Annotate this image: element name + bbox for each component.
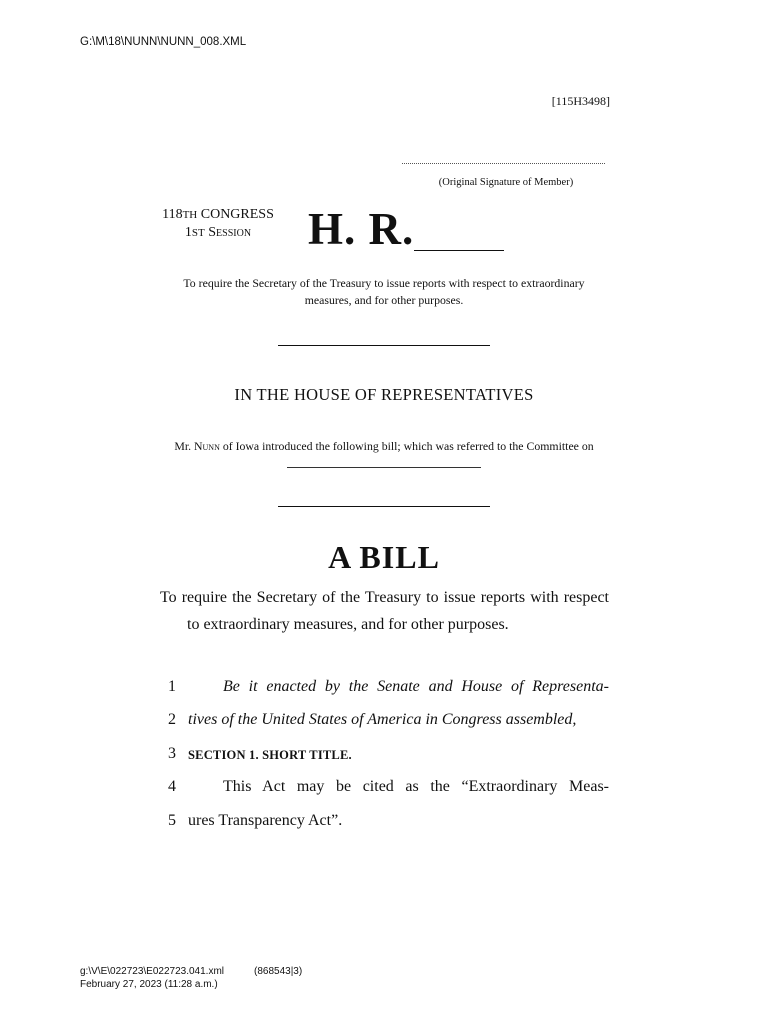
- enacting-clause-line: tives of the United States of America in Congress assembled,: [188, 711, 577, 728]
- committee-blank: [287, 457, 481, 468]
- sponsor-title: Mr.: [174, 439, 192, 453]
- session-number: 1: [184, 225, 192, 240]
- divider-rule: [278, 345, 490, 346]
- congress-number: 118: [162, 207, 183, 222]
- signature-caption: (Original Signature of Member): [438, 177, 574, 188]
- congress-word: CONGRESS: [200, 207, 274, 222]
- footer-code: (868543|3): [254, 966, 303, 977]
- congress-number-suffix: TH: [182, 209, 198, 221]
- line-number: 3: [168, 745, 176, 762]
- session-label: [148, 224, 288, 242]
- divider-rule: [278, 506, 490, 507]
- section-heading: SECTION 1. SHORT TITLE.: [188, 748, 352, 762]
- chamber-heading: IN THE HOUSE OF REPRESENTATIVES: [234, 385, 534, 404]
- bill-heading: A BILL: [328, 539, 440, 575]
- session-number-suffix: ST: [191, 227, 205, 239]
- bill-designation: H. R.: [308, 204, 415, 254]
- line-number: 5: [168, 812, 176, 829]
- long-title: To require the Secretary of the Treasury to issue reports with respect to extraordinary measures, and for other purposes.: [160, 589, 609, 633]
- bill-number-blank: [414, 250, 504, 251]
- line-number: 4: [168, 778, 176, 795]
- introduction-text: of Iowa introduced the following bill; which was referred to the Committee on: [222, 439, 594, 453]
- section-text-line: ures Transparency Act”.: [188, 812, 343, 829]
- sponsor-name: Nunn: [194, 439, 220, 453]
- line-number: 2: [168, 711, 176, 728]
- line-number: 1: [168, 678, 176, 695]
- footer-date: February 27, 2023 (11:28 a.m.): [80, 979, 218, 990]
- document-id: [115H3498]: [551, 94, 610, 108]
- footer-file-path: g:\V\E\022723\E022723.041.xml: [80, 966, 224, 977]
- enacting-clause-line: Be it enacted by the Senate and House of Representa-: [223, 678, 609, 695]
- session-word: Session: [208, 225, 252, 240]
- congress-session-block: [148, 206, 288, 242]
- file-path: G:\M\18\NUNN\NUNN_008.XML: [80, 36, 247, 48]
- signature-line: [402, 163, 605, 164]
- section-text-line: This Act may be cited as the “Extraordinary Meas-: [223, 778, 609, 795]
- introduction-statement: [160, 437, 608, 473]
- congress-label: [148, 206, 288, 224]
- short-purpose: To require the Secretary of the Treasury to issue reports with respect to extraordinary measures, and for other purposes.: [183, 276, 585, 307]
